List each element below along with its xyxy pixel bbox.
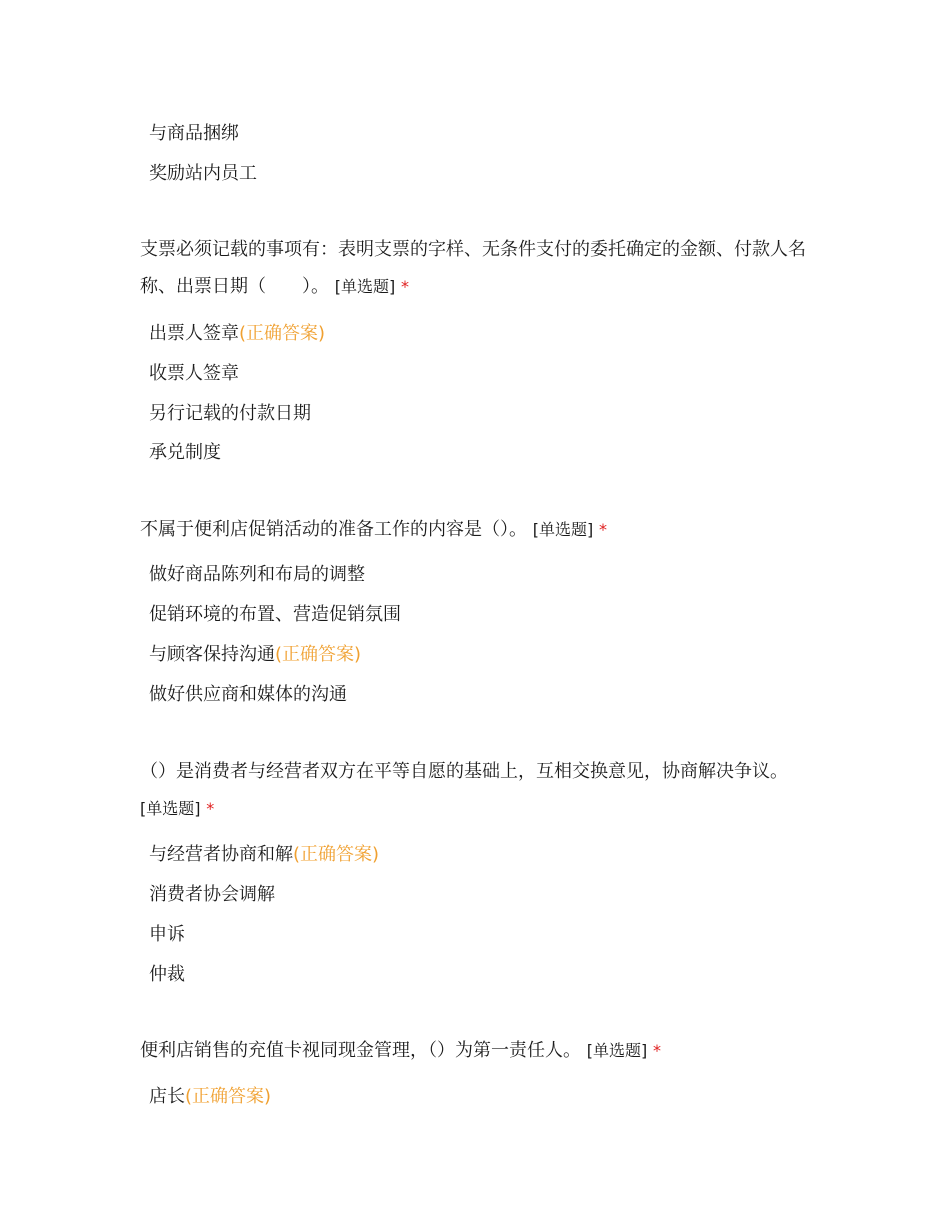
option-item (149, 441, 221, 465)
option-label: 收票人签章 (149, 363, 239, 384)
required-mark: * (652, 1041, 661, 1060)
option-label: 承兑制度 (149, 442, 221, 463)
question-type-tag: [单选题] (586, 1041, 648, 1060)
option-item (149, 843, 379, 867)
option-label: 仲裁 (149, 964, 185, 985)
option-label: 消费者协会调解 (149, 884, 275, 905)
option-item (149, 683, 347, 707)
correct-answer-label: (正确答案) (239, 323, 326, 344)
question-type-tag: [单选题] (532, 520, 594, 539)
option-item (149, 563, 365, 587)
question-stem: 不属于便利店促销活动的准备工作的内容是（）。 (140, 519, 527, 540)
option-item (149, 963, 185, 987)
question-type-tag: [单选题] (334, 277, 396, 296)
question-stem: （）是消费者与经营者双方在平等自愿的基础上，互相交换意见，协商解决争议。 (140, 761, 788, 782)
question-stem: 便利店销售的充值卡视同现金管理，（）为第一责任人。 (140, 1040, 581, 1061)
option-label: 促销环境的布置、营造促销氛围 (149, 604, 401, 625)
question-type-tag: [单选题] (140, 799, 201, 818)
option-label: 做好供应商和媒体的沟通 (149, 684, 347, 705)
option-label: 店长 (149, 1086, 185, 1107)
option-item: 奖励站内员工 (149, 163, 257, 184)
question-stem: 支票必须记载的事项有：表明支票的字样、无条件支付的委托确定的金额、付款人名称、出票日期（ ）。 (140, 239, 806, 297)
question-text (140, 231, 830, 305)
option-label: 出票人签章 (149, 323, 239, 344)
option-item (149, 362, 239, 386)
option-item (149, 603, 401, 627)
option-item (149, 923, 185, 947)
option-label: 申诉 (149, 924, 185, 945)
correct-answer-label: (正确答案) (293, 844, 380, 865)
option-label: 做好商品陈列和布局的调整 (149, 564, 365, 585)
option-item (149, 643, 361, 667)
required-mark: * (400, 277, 409, 296)
required-mark: * (206, 799, 215, 818)
correct-answer-label: (正确答案) (185, 1086, 272, 1107)
question-text (140, 753, 790, 827)
option-item: 与商品捆绑 (149, 123, 239, 144)
required-mark: * (598, 520, 607, 539)
option-label: 另行记载的付款日期 (149, 403, 311, 424)
option-item (149, 322, 325, 346)
option-item (149, 1085, 271, 1109)
question-text (140, 511, 830, 548)
option-item (149, 402, 311, 426)
question-text (140, 1032, 830, 1069)
option-label: 与经营者协商和解 (149, 844, 293, 865)
option-label: 与顾客保持沟通 (149, 644, 275, 665)
correct-answer-label: (正确答案) (275, 644, 362, 665)
option-item (149, 883, 275, 907)
